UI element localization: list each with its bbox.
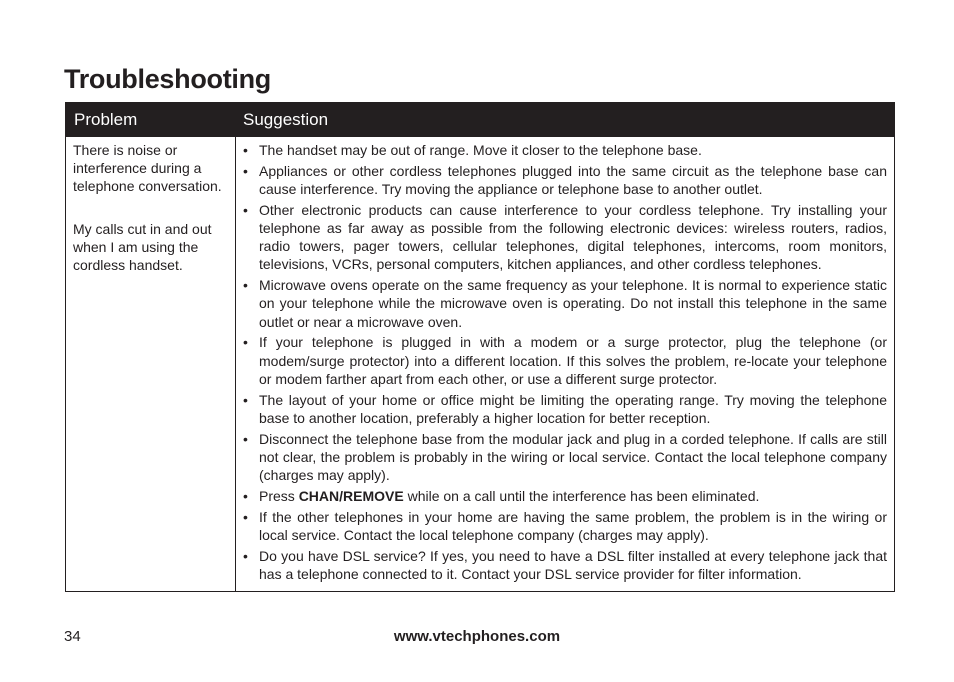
table-header — [66, 103, 894, 137]
suggestion-item: • Disconnect the telephone base from the modular jack and plug in a corded telephone. If calls are still not clear, the problem is probably in the wiring or local service. Contact the local telephone company (charges may apply). — [243, 430, 887, 484]
troubleshooting-table — [65, 102, 895, 592]
problem-column — [73, 141, 233, 274]
bullet-icon: • — [243, 142, 248, 158]
suggestion-column — [241, 141, 887, 586]
header-suggestion: Suggestion — [243, 110, 329, 129]
header-problem: Problem — [74, 110, 138, 129]
footer-url: www.vtechphones.com — [393, 628, 561, 645]
suggestion-item: • Microwave ovens operate on the same frequency as your telephone. It is normal to experience static on your telephone while the microwave oven is operating. Do not install this telephone in the same outlet or near a microwave oven. — [243, 277, 887, 330]
bullet-icon: • — [243, 487, 248, 504]
suggestion-item: • Press CHAN/REMOVE while on a call until the interference has been eliminated. — [243, 487, 760, 504]
column-divider — [235, 137, 236, 591]
page-title: Troubleshooting — [64, 64, 271, 94]
bullet-icon: • — [243, 162, 248, 179]
problem-noise: There is noise or interference during a telephone conversation. — [73, 142, 222, 195]
bullet-icon: • — [243, 547, 248, 564]
page-number: 34 — [64, 628, 81, 645]
bullet-icon: • — [243, 508, 248, 525]
suggestion-item: • Other electronic products can cause interference to your cordless telephone. Try installing your telephone as far away as possible from the following electronic devices: wireless routers, radios, radio towers, pager towers, cellular telephones, digital telephones, intercoms, room monitors, televisions, VCRs, personal computers, kitchen appliances, and other cordless telephones. — [243, 201, 887, 273]
suggestion-list — [241, 141, 887, 583]
suggestion-item: • The layout of your home or office might be limiting the operating range. Try moving the telephone base to another location, preferably a higher location for better reception. — [243, 391, 887, 426]
suggestion-item: • Appliances or other cordless telephones plugged into the same circuit as the telephone base can cause interference. Try moving the appliance or telephone base to another outlet. — [243, 162, 887, 197]
bullet-icon: • — [243, 201, 248, 218]
suggestion-item: • Do you have DSL service? If yes, you need to have a DSL filter installed at every telephone jack that has a telephone connected to it. Contact your DSL service provider for filter information. — [243, 547, 887, 582]
bullet-icon: • — [243, 277, 248, 294]
key-name: CHAN/REMOVE — [298, 487, 404, 504]
bullet-icon: • — [243, 334, 248, 351]
suggestion-item: • The handset may be out of range. Move it closer to the telephone base. — [243, 142, 702, 158]
problem-calls-cut: My calls cut in and out when I am using the cordless handset. — [73, 220, 212, 274]
bullet-icon: • — [243, 430, 248, 447]
suggestion-item: • If your telephone is plugged in with a modem or a surge protector, plug the telephone (or modem/surge protector) into a different location. If this solves the problem, re-locate your telephone or modem farther apart from each other, or use a different surge protector. — [243, 334, 887, 387]
bullet-icon: • — [243, 391, 248, 408]
suggestion-item: • If the other telephones in your home are having the same problem, the problem is in the wiring or local service. Contact the local telephone company (charges may apply). — [243, 508, 887, 543]
